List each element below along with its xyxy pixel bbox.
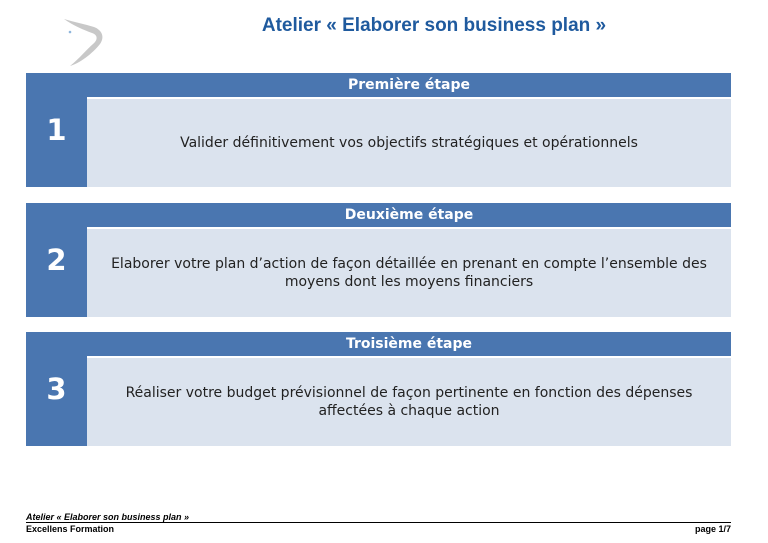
step-heading: Première étape — [87, 73, 731, 97]
step-card-1 — [26, 73, 731, 187]
step-heading: Deuxième étape — [87, 203, 731, 227]
page-number: page 1/7 — [694, 524, 731, 534]
step-description: Réaliser votre budget prévisionnel de façon pertinente en fonction des dépenses affectées à chaque action — [87, 358, 731, 446]
step-heading: Troisième étape — [87, 332, 731, 356]
step-description: Valider définitivement vos objectifs stratégiques et opérationnels — [87, 99, 731, 187]
step-number: 3 — [26, 332, 87, 446]
step-number: 1 — [26, 73, 87, 187]
footer-divider — [26, 522, 731, 523]
step-description: Elaborer votre plan d’action de façon détaillée en prenant en compte l’ensemble des moyens dont les moyens financiers — [87, 229, 731, 317]
step-card-3 — [26, 332, 731, 446]
step-number: 2 — [26, 203, 87, 317]
step-card-2 — [26, 203, 731, 317]
swoosh-logo-icon — [58, 16, 108, 70]
page-title: Atelier « Elaborer son business plan » — [261, 15, 607, 36]
footer-company: Excellens Formation — [26, 524, 115, 534]
footer-title: Atelier « Elaborer son business plan » — [26, 512, 190, 522]
